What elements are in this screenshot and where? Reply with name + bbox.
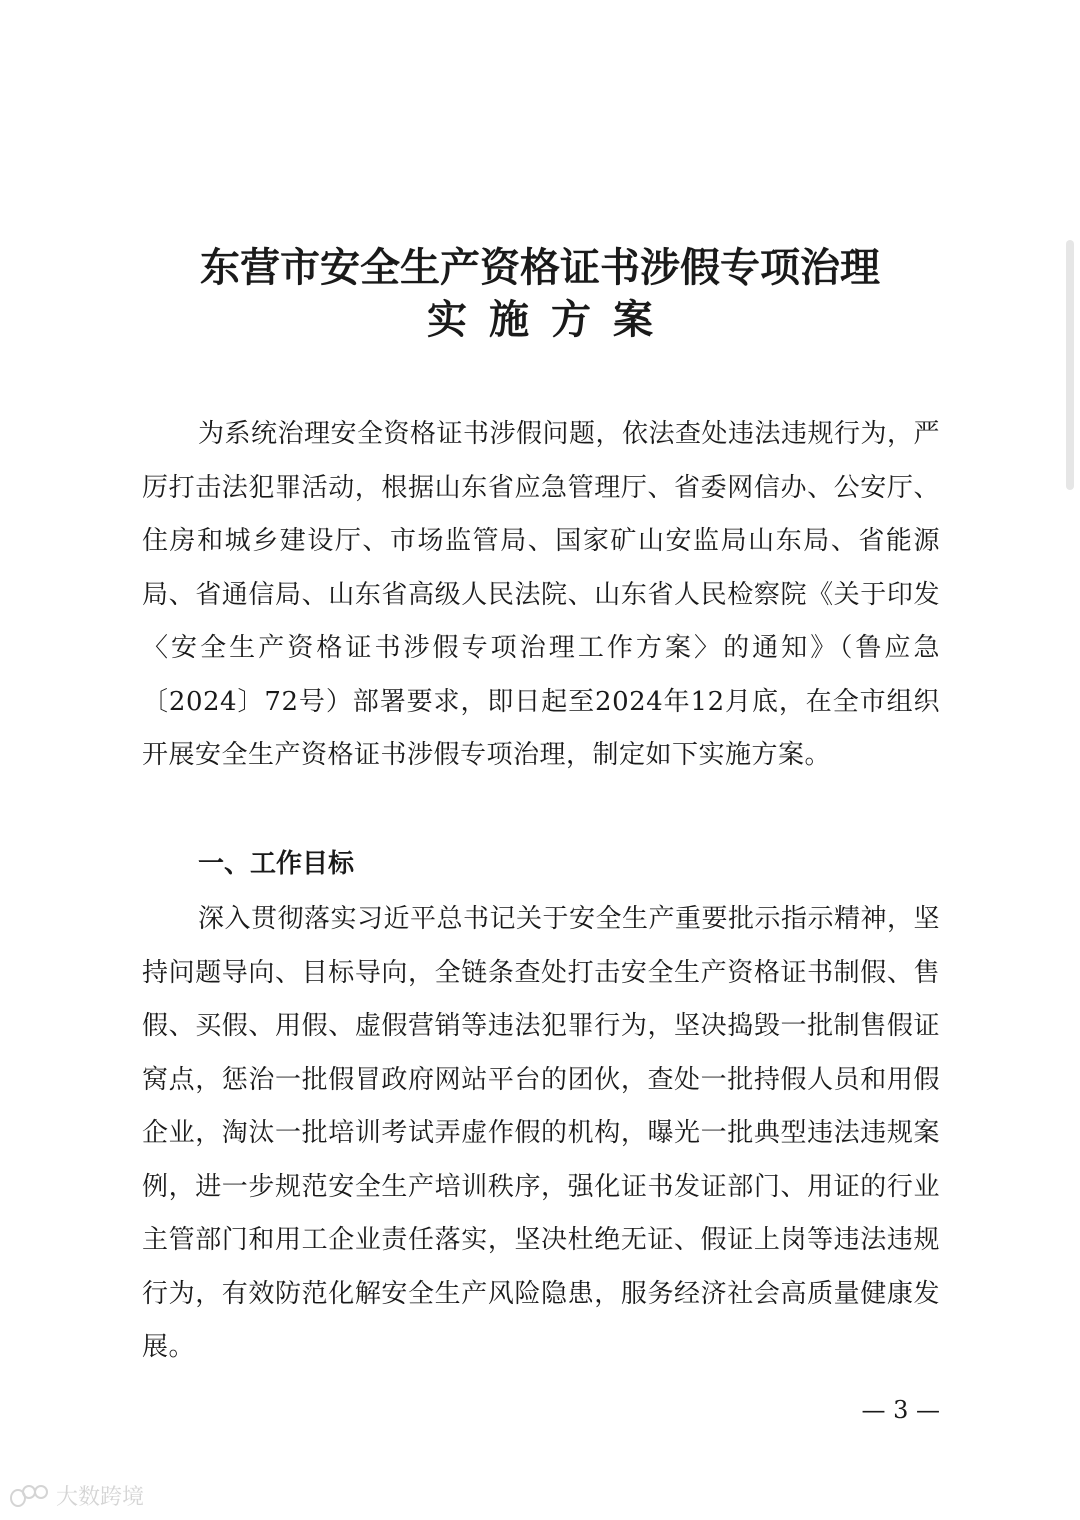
paragraph-intro: 为系统治理安全资格证书涉假问题，依法查处违法违规行为，严厉打击法犯罪活动，根据山东省应急管理厅、省委网信办、公安厅、住房和城乡建设厅、市场监管局、国家矿山安监局山东局、省能源局、省通信局、山东省高级人民法院、山东省人民检察院《关于印发〈安全生产资格证书涉假专项治理工作方案〉的通知》（鲁应急〔2024〕72号）部署要求，即日起至2024年12月底，在全市组织开展安全生产资格证书涉假专项治理，制定如下实施方案。 [142, 419, 941, 770]
paragraph-work-goals: 深入贯彻落实习近平总书记关于安全生产重要批示指示精神，坚持问题导向、目标导向，全链条查处打击安全生产资格证书制假、售假、买假、用假、虚假营销等违法犯罪行为，坚决捣毁一批制售假证窝点，惩治一批假冒政府网站平台的团伙，查处一批持假人员和用假企业，淘汰一批培训考试弄虚作假的机构，曝光一批典型违法违规案例，进一步规范安全生产培训秩序，强化证书发证部门、用证的行业主管部门和用工企业责任落实，坚决杜绝无证、假证上岗等违法违规行为，有效防范化解安全生产风险隐患，服务经济社会高质量健康发展。 [142, 904, 941, 1362]
page-number: — 3 — [861, 1396, 940, 1424]
watermark-text: 大数跨境 [56, 1485, 145, 1510]
document-title-line1: 东营市安全生产资格证书涉假专项治理 [200, 244, 880, 291]
document-title-line2: 实施方案 [427, 296, 675, 343]
section-heading-work-goals: 一、工作目标 [198, 849, 355, 879]
watermark [10, 1480, 144, 1511]
watermark-logo-icon [10, 1483, 50, 1509]
